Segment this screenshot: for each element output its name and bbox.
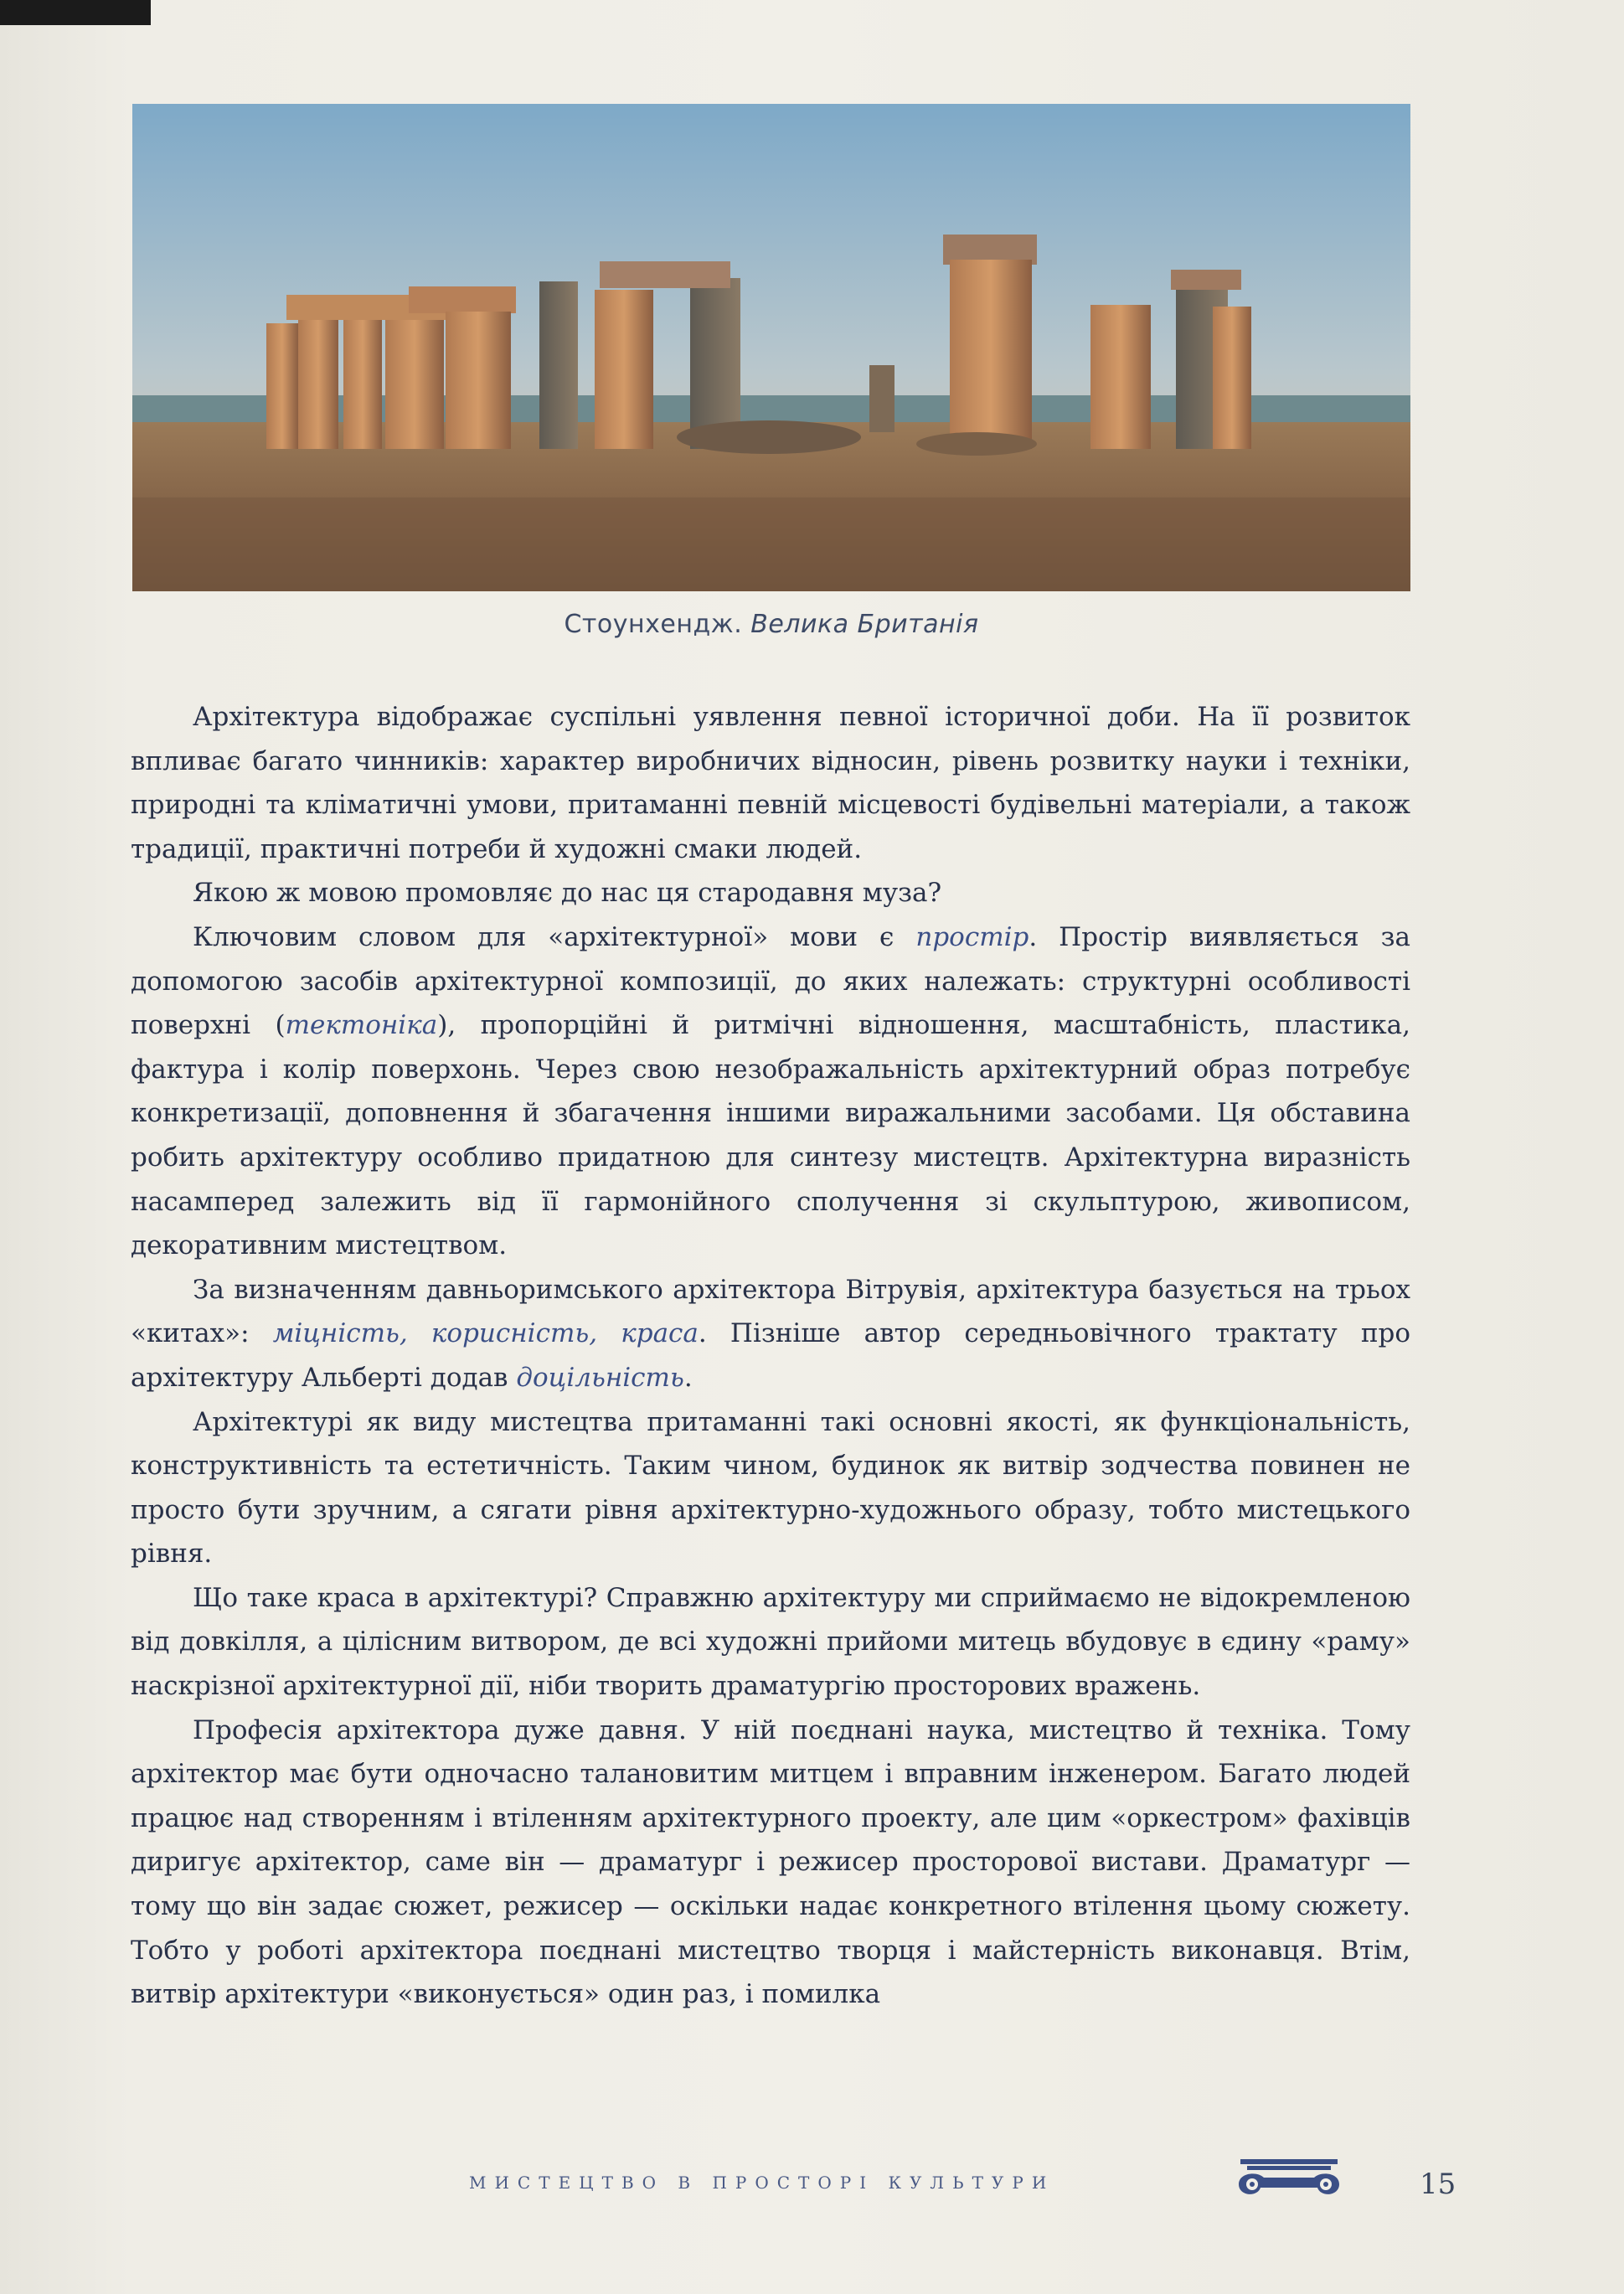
p3-text-c: ), пропорційні й ритмічні відношення, масштабність, пластика, фактура і колір поверхонь. Через свою незображальність архітектурний образ потребує конкретизації, доповнення й збагачення іншими виражальними засобами. Ця обставина робить архітектуру особливо придатною для синтезу мистецтв. Архітектурна виразність насамперед залежить від її гармонійного сполучення зі скульптурою, живописом, декоративним мистецтвом. xyxy=(131,1010,1410,1261)
paragraph-1: Архітектура відображає суспільні уявлення певної історичної доби. На її розвиток впливає багато чинників: характер виробничих відносин, рівень розвитку науки і техніки, природні та кліматичні умови, притаманні певній місцевості будівельні матеріали, а також традиції, практичні потреби й художні смаки людей. xyxy=(131,702,1410,864)
paragraph-2: Якою ж мовою промовляє до нас ця стародавня муза? xyxy=(193,878,942,909)
paragraph-7: Професія архітектора дуже давня. У ній поєднані наука, мистецтво й техніка. Тому архітектор має бути одночасно талановитим митцем і вправним інженером. Багато людей працює над створенням і втіленням архітектурного проекту, але цим «оркестром» фахівців диригує архітектор, саме він — драматург і режисер просторової вистави. Драматург — тому що він задає сюжет, режисер — оскільки надає конкретного втілення цьому сюжету. Тобто у роботі архітектора поєднані мистецтво творця і майстерність виконавця. Втім, витвір архітектури «виконується» один раз, і помилка xyxy=(131,1714,1410,2010)
paragraph-3 xyxy=(131,915,1410,1268)
page-number: 15 xyxy=(1420,2168,1456,2201)
term-vitruvius-triad: міцність, корисність, краса xyxy=(272,1318,699,1349)
p4-text-b: . Пізніше автор середньовічного трактату про архітектуру Альберті додав xyxy=(131,1318,1410,1393)
page-footer xyxy=(469,2159,1390,2201)
term-prostir: простір xyxy=(915,921,1029,952)
p4-text-a: За визначенням давньоримського архітектора Вітрувія, архітектура базується на трьох «китах»: xyxy=(131,1274,1410,1349)
stonehenge-photo xyxy=(132,104,1410,591)
p4-text-c: . xyxy=(683,1362,693,1393)
caption-place: Стоунхендж. xyxy=(564,610,743,639)
running-title: МИСТЕЦТВО В ПРОСТОРІ КУЛЬТУРИ xyxy=(469,2173,1055,2193)
body-text xyxy=(131,695,1410,2017)
ionic-capital-icon xyxy=(1235,2159,1343,2201)
caption-country: Велика Британія xyxy=(750,610,979,639)
paragraph-6: Що таке краса в архітектурі? Справжню архітектуру ми сприймаємо не відокремленою від довкілля, а цілісним витвором, де всі художні прийоми митець вбудовує в єдину «раму» наскрізної архітектурної дії, ніби творить драматургію просторових вражень. xyxy=(131,1582,1410,1702)
term-tektonika: тектоніка xyxy=(285,1010,438,1041)
photo-caption xyxy=(132,610,1410,639)
scan-corner-mark xyxy=(0,0,151,25)
term-dotsilnist: доцільність xyxy=(516,1362,684,1393)
p3-text-b: . Простір виявляється за допомогою засобів архітектурної композиції, до яких належать: структурні особливості поверхні ( xyxy=(131,921,1410,1041)
paragraph-5: Архітектурі як виду мистецтва притаманні такі основні якості, як функціональність, конструктивність та естетичність. Таким чином, будинок як витвір зодчества повинен не просто бути зручним, а сягати рівня архітектурно-художнього образу, тобто мистецького рівня. xyxy=(131,1406,1410,1570)
paragraph-4 xyxy=(131,1268,1410,1400)
p3-text-a: Ключовим словом для «архітектурної» мови є xyxy=(193,921,916,952)
